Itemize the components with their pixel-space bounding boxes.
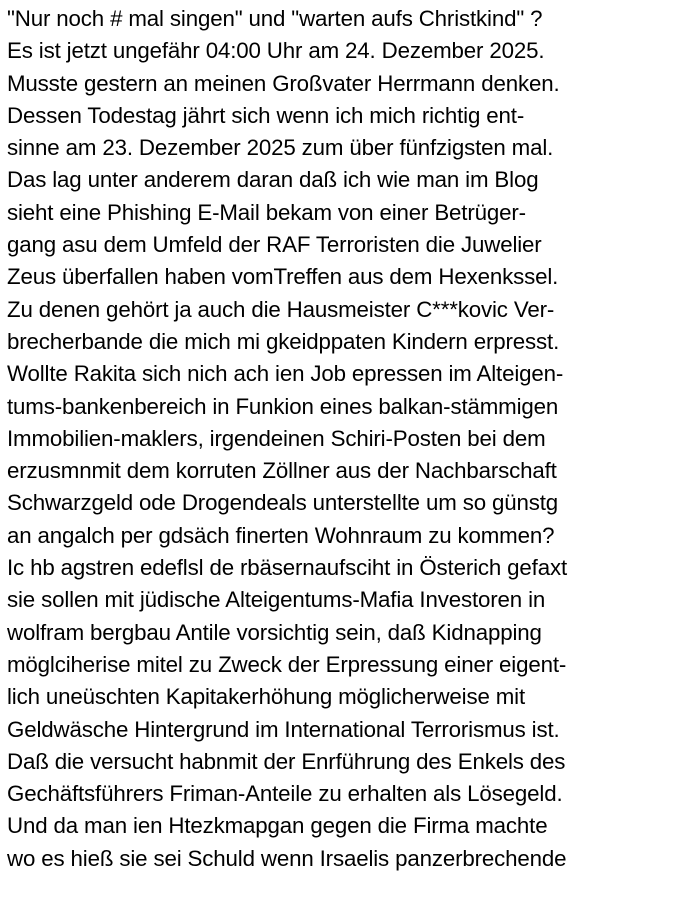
text-line: "Nur noch # mal singen" und "warten aufs Christkind" ? (7, 6, 543, 31)
text-line: Musste gestern an meinen Großvater Herrmann denken. (7, 70, 560, 96)
text-line: wolfram bergbau Antile vorsichtig sein, daß Kidnapping (7, 619, 542, 645)
text-line: erzusmnmit dem korruten Zöllner aus der Nachbarschaft (7, 458, 557, 484)
text-line: Es ist jetzt ungefähr 04:00 Uhr am 24. Dezember 2025. (7, 38, 545, 64)
text-line: tums-bankenbereich in Funkion eines balkan-stämmigen (7, 393, 559, 419)
text-line: Und da man ien Htezkmapgan gegen die Firma machte (7, 813, 548, 839)
text-line: gang asu dem Umfeld der RAF Terroristen die Juwelier (7, 232, 542, 258)
text-line: sieht eine Phishing E-Mail bekam von einer Betrüger- (7, 199, 526, 225)
document-text (7, 3, 684, 875)
text-line: sinne am 23. Dezember 2025 zum über fünfzigsten mal. (7, 135, 554, 161)
text-line: brecherbande die mich mi gkeidppaten Kindern erpresst. (7, 328, 560, 354)
text-line: Schwarzgeld ode Drogendeals unterstellte um so günstg (7, 490, 559, 516)
text-line: Dessen Todestag jährt sich wenn ich mich richtig ent- (7, 102, 525, 128)
text-line: Daß die versucht habnmit der Enrführung des Enkels des (7, 748, 566, 774)
text-line: Zeus überfallen haben vomTreffen aus dem Hexenkssel. (7, 264, 559, 290)
text-line: an angalch per gdsäch finerten Wohnraum zu kommen? (7, 522, 555, 548)
text-line: lich uneüschten Kapitakerhöhung möglicherweise mit (7, 684, 526, 710)
text-line: Geldwäsche Hintergrund im International Terrorismus ist. (7, 716, 560, 742)
text-line: Zu denen gehört ja auch die Hausmeister C***kovic Ver- (7, 296, 555, 322)
text-line: Immobilien-maklers, irgendeinen Schiri-Posten bei dem (7, 425, 546, 451)
text-line: möglciherise mitel zu Zweck der Erpressung einer eigent- (7, 651, 567, 677)
text-line: sie sollen mit jüdische Alteigentums-Mafia Investoren in (7, 587, 546, 613)
text-line: Gechäftsführers Friman-Anteile zu erhalten als Lösegeld. (7, 781, 563, 807)
text-line: Das lag unter anderem daran daß ich wie man im Blog (7, 167, 539, 193)
text-line: Ic hb agstren edeflsl de rbäsernaufsciht in Österich gefaxt (7, 555, 568, 581)
text-line: wo es hieß sie sei Schuld wenn Irsaelis panzerbrechende (7, 845, 567, 871)
text-line: Wollte Rakita sich nich ach ien Job epressen im Alteigen- (7, 361, 564, 387)
